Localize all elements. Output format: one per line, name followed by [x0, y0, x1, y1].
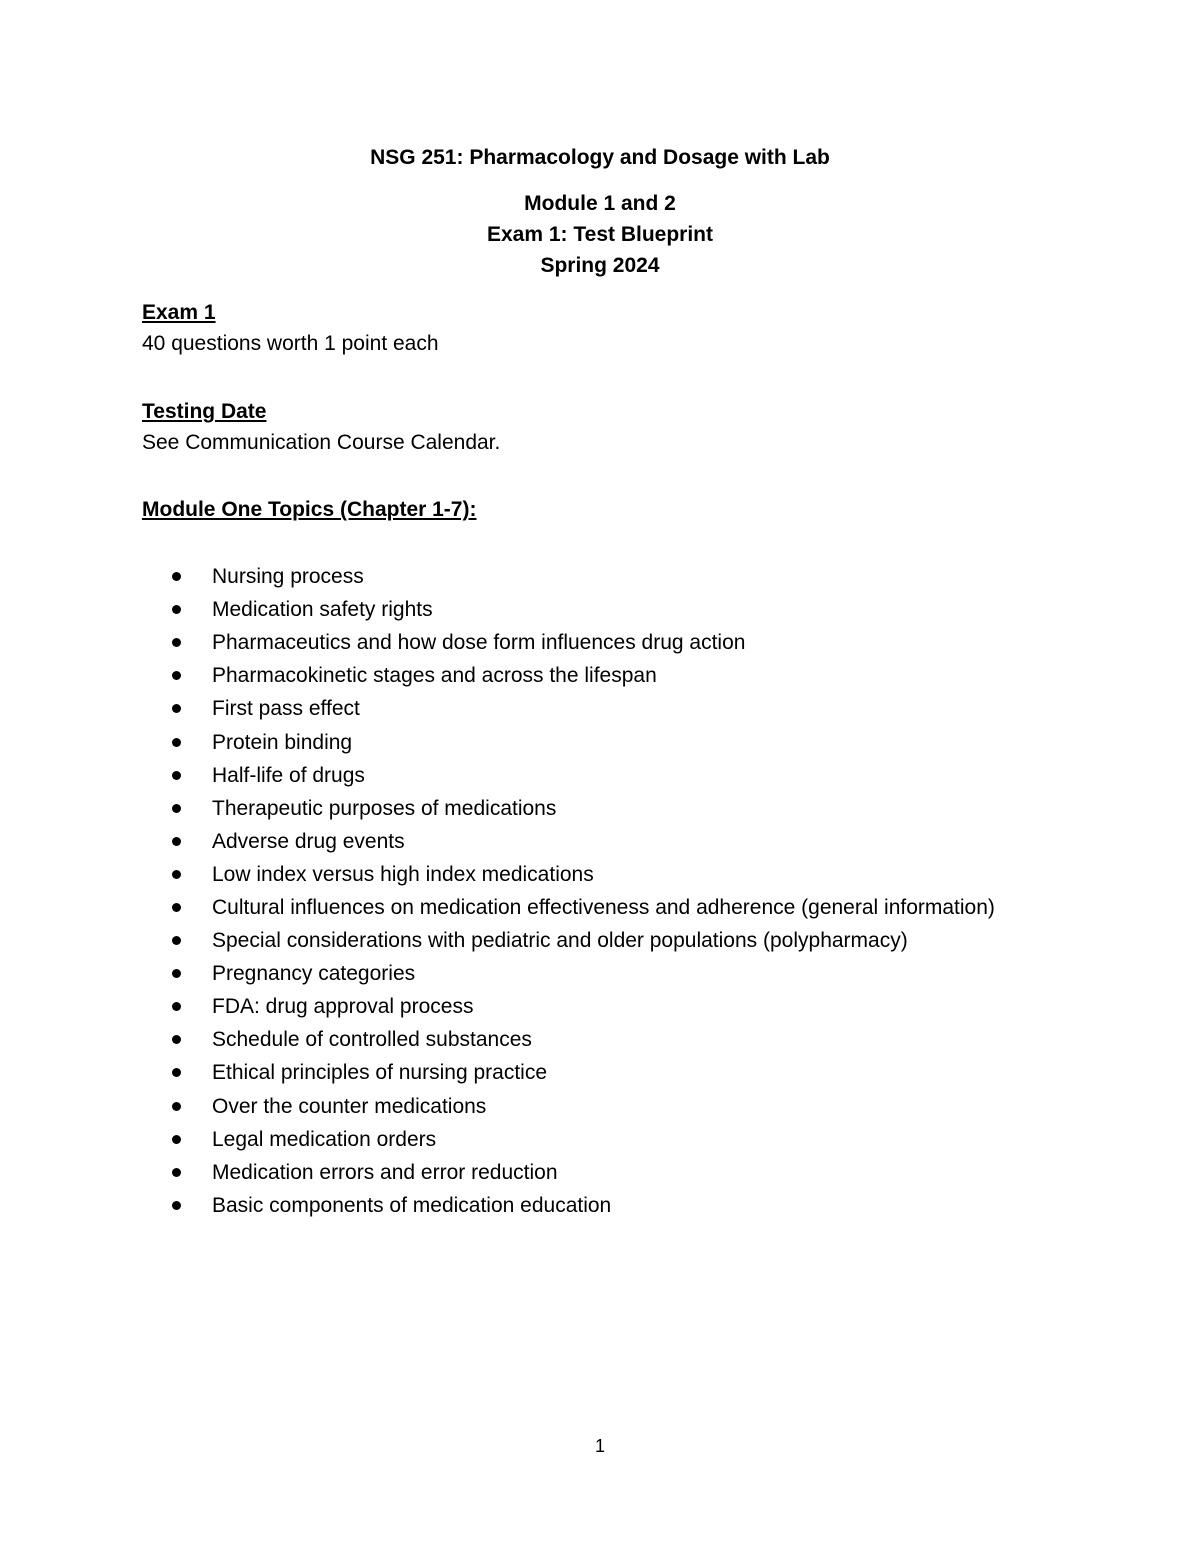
bullet-icon	[172, 605, 181, 614]
topic-text: Ethical principles of nursing practice	[212, 1061, 547, 1085]
topic-text: Over the counter medications	[212, 1094, 487, 1118]
bullet-icon	[172, 1201, 181, 1210]
list-item	[172, 957, 995, 990]
bullet-icon	[172, 903, 181, 912]
bullet-icon	[172, 1102, 181, 1111]
bullet-icon	[172, 804, 181, 813]
topic-text: FDA: drug approval process	[212, 995, 474, 1019]
topic-text: Medication errors and error reduction	[212, 1160, 558, 1184]
module-one-topics-list	[172, 560, 995, 1222]
bullet-icon	[172, 1002, 181, 1011]
list-item	[172, 1090, 995, 1123]
bullet-icon	[172, 638, 181, 647]
module-one-heading: Module One Topics (Chapter 1-7):	[142, 498, 477, 521]
list-item	[172, 692, 995, 725]
list-item	[172, 924, 995, 957]
topic-text: Therapeutic purposes of medications	[212, 796, 557, 820]
list-item	[172, 990, 995, 1023]
list-item	[172, 1123, 995, 1156]
list-item	[172, 759, 995, 792]
topic-text: Pregnancy categories	[212, 962, 416, 986]
exam-section	[142, 297, 439, 359]
topic-text: Legal medication orders	[212, 1127, 437, 1151]
bullet-icon	[172, 837, 181, 846]
topic-text: Low index versus high index medications	[212, 862, 594, 886]
topic-text: Protein binding	[212, 730, 353, 754]
list-item	[172, 626, 995, 659]
list-item	[172, 560, 995, 593]
topic-text: Schedule of controlled substances	[212, 1028, 532, 1052]
bullet-icon	[172, 704, 181, 713]
list-item	[172, 1156, 995, 1189]
testing-date-heading: Testing Date	[142, 400, 267, 423]
list-item	[172, 891, 995, 924]
topic-text: Special considerations with pediatric and older populations (polypharmacy)	[212, 929, 908, 953]
exam-description: 40 questions worth 1 point each	[142, 332, 439, 355]
testing-date-section	[142, 396, 500, 458]
list-item	[172, 825, 995, 858]
list-item	[172, 858, 995, 891]
course-title: NSG 251: Pharmacology and Dosage with Lab	[370, 146, 830, 169]
topic-text: Pharmaceutics and how dose form influences drug action	[212, 631, 746, 655]
list-item	[172, 1189, 995, 1222]
term-label: Spring 2024	[540, 254, 660, 277]
exam-heading: Exam 1	[142, 301, 216, 324]
bullet-icon	[172, 1068, 181, 1077]
bullet-icon	[172, 738, 181, 747]
topic-text: Pharmacokinetic stages and across the lifespan	[212, 664, 657, 688]
list-item	[172, 725, 995, 758]
topic-text: Cultural influences on medication effectiveness and adherence (general information)	[212, 895, 995, 919]
bullet-icon	[172, 1168, 181, 1177]
bullet-icon	[172, 771, 181, 780]
list-item	[172, 593, 995, 626]
module-label: Module 1 and 2	[524, 192, 676, 215]
list-item	[172, 792, 995, 825]
module-one-section	[142, 494, 476, 525]
topic-text: Nursing process	[212, 565, 364, 589]
bullet-icon	[172, 572, 181, 581]
exam-title: Exam 1: Test Blueprint	[487, 223, 713, 246]
page-number: 1	[594, 1436, 605, 1456]
bullet-icon	[172, 671, 181, 680]
bullet-icon	[172, 936, 181, 945]
topic-text: First pass effect	[212, 697, 360, 721]
bullet-icon	[172, 969, 181, 978]
list-item	[172, 1023, 995, 1056]
bullet-icon	[172, 1135, 181, 1144]
topic-text: Half-life of drugs	[212, 763, 365, 787]
topic-text: Basic components of medication education	[212, 1193, 612, 1217]
title-subheadings	[0, 188, 1200, 281]
list-item	[172, 1056, 995, 1089]
topic-text: Medication safety rights	[212, 598, 433, 622]
topic-text: Adverse drug events	[212, 829, 405, 853]
list-item	[172, 659, 995, 692]
testing-date-description: See Communication Course Calendar.	[142, 431, 501, 454]
bullet-icon	[172, 1035, 181, 1044]
bullet-icon	[172, 870, 181, 879]
